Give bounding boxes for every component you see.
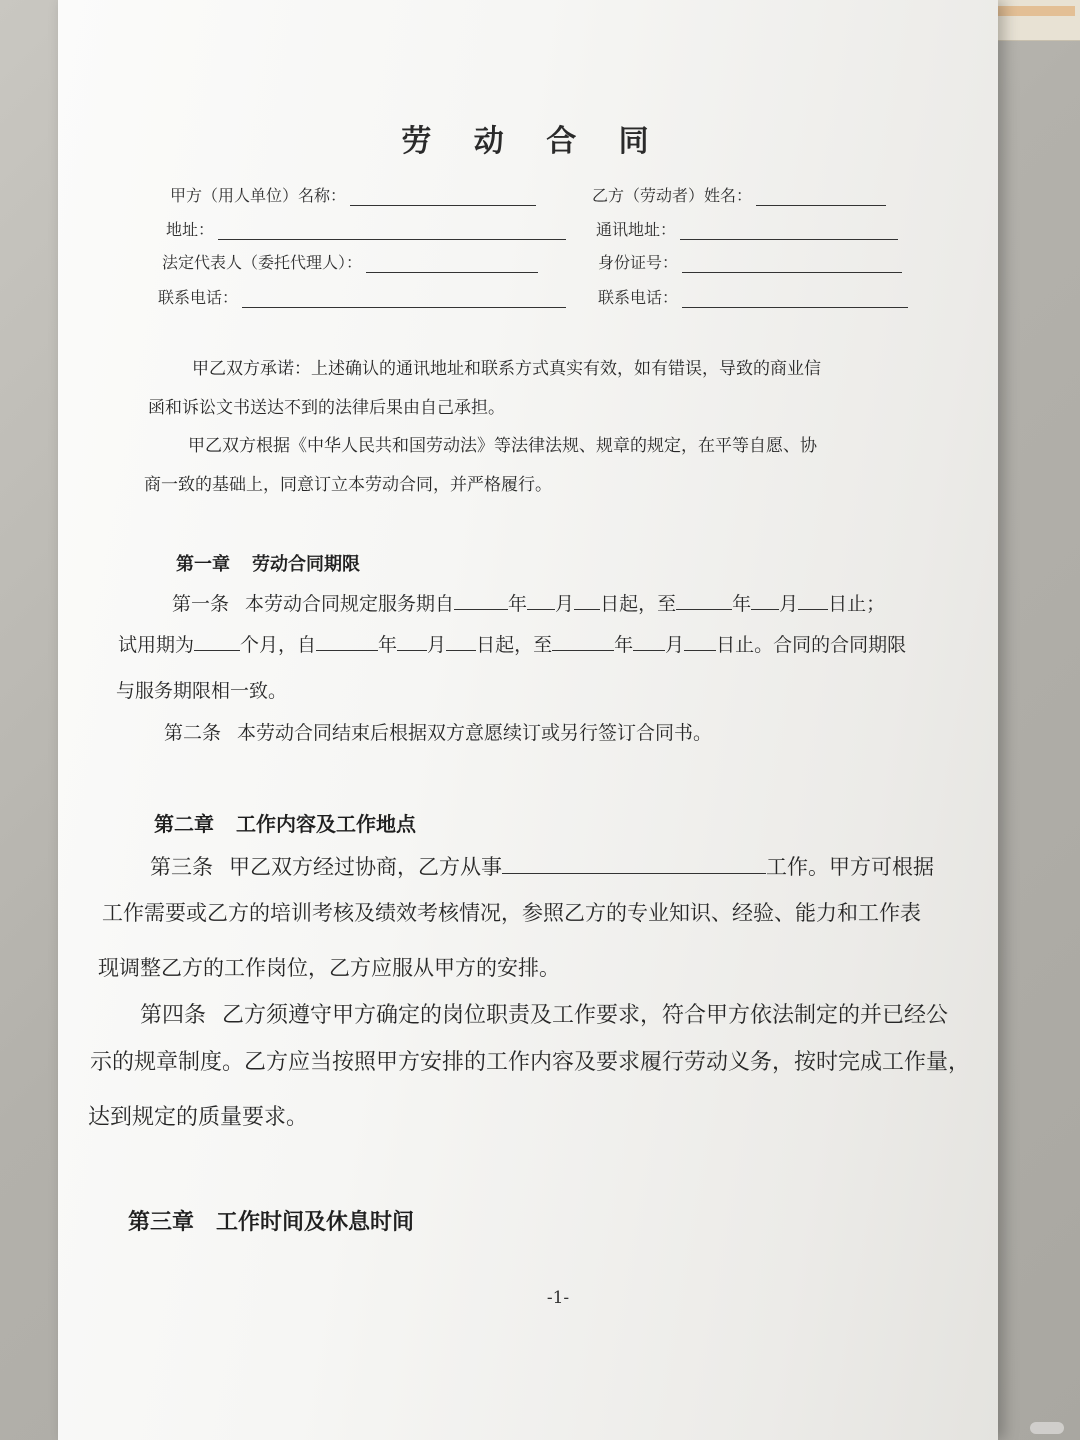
end-day-unit: 日止； xyxy=(828,593,886,615)
end-month-blank[interactable] xyxy=(751,590,779,610)
watermark-badge xyxy=(1030,1422,1064,1434)
chapter-2-heading xyxy=(154,808,416,837)
trial-start-day-unit: 日起，至 xyxy=(476,634,553,656)
trial-end-month-unit: 月 xyxy=(665,634,685,656)
trial-end-year-unit: 年 xyxy=(614,634,634,656)
preamble-p2-line2: 商一致的基础上，同意订立本劳动合同，并严格履行。 xyxy=(144,475,552,495)
party-a-phone-label: 联系电话： xyxy=(158,288,239,307)
trial-text1: 试用期为 xyxy=(118,634,195,656)
chapter-2-number: 第二章 xyxy=(154,812,214,836)
article-4-line2: 示的规章制度。乙方应当按照甲方安排的工作内容及要求履行劳动义务，按时完成工作量， xyxy=(90,1050,971,1075)
article-3-text1: 甲乙双方经过协商，乙方从事 xyxy=(229,855,502,879)
party-b-name-blank[interactable] xyxy=(756,189,886,206)
article-4-text1: 乙方须遵守甲方确定的岗位职责及工作要求，符合甲方依法制定的并已经公 xyxy=(222,1003,949,1028)
chapter-3-number: 第三章 xyxy=(128,1209,195,1235)
article-2-label: 第二条 xyxy=(164,722,222,744)
article-3-line1 xyxy=(150,851,934,881)
party-a-phone-blank[interactable] xyxy=(242,291,566,308)
party-a-address-label: 地址： xyxy=(166,220,215,239)
party-b-address-label: 通讯地址： xyxy=(596,220,677,239)
end-year-unit: 年 xyxy=(732,593,752,615)
party-a-address-field xyxy=(166,217,566,240)
party-a-representative-label: 法定代表人（委托代理人）： xyxy=(162,253,363,272)
article-4-line1 xyxy=(140,998,948,1029)
party-b-address-field xyxy=(596,217,898,240)
end-year-blank[interactable] xyxy=(676,590,732,610)
trial-start-year-unit: 年 xyxy=(378,634,398,656)
contract-page xyxy=(58,0,998,1440)
end-month-unit: 月 xyxy=(779,593,799,615)
start-year-unit: 年 xyxy=(508,593,528,615)
trial-text2: 个月，自 xyxy=(240,634,317,656)
chapter-3-heading xyxy=(128,1205,414,1236)
party-a-address-blank[interactable] xyxy=(218,223,566,240)
party-b-id-field xyxy=(598,250,902,273)
party-a-name-field xyxy=(170,183,536,206)
party-b-phone-field xyxy=(598,285,908,308)
trial-start-day-blank[interactable] xyxy=(446,631,476,651)
preamble-p1-line1: 甲乙双方承诺：上述确认的通讯地址和联系方式真实有效，如有错误，导致的商业信 xyxy=(192,359,821,379)
end-day-blank[interactable] xyxy=(798,590,828,610)
chapter-3-title: 工作时间及休息时间 xyxy=(216,1209,415,1235)
trial-end-day-blank[interactable] xyxy=(684,631,716,651)
party-a-representative-blank[interactable] xyxy=(366,256,538,273)
job-title-blank[interactable] xyxy=(502,852,766,874)
article-1-text1: 本劳动合同规定服务期自 xyxy=(245,593,455,615)
trial-start-month-blank[interactable] xyxy=(397,631,427,651)
trial-start-year-blank[interactable] xyxy=(316,631,378,651)
document-title: 劳 动 合 同 xyxy=(401,124,665,159)
trial-end-year-blank[interactable] xyxy=(552,631,614,651)
article-3-line3: 现调整乙方的工作岗位，乙方应服从甲方的安排。 xyxy=(98,956,560,980)
party-b-id-label: 身份证号： xyxy=(598,253,679,272)
chapter-2-title: 工作内容及工作地点 xyxy=(236,812,416,836)
preamble-p2-line1: 甲乙双方根据《中华人民共和国劳动法》等法律法规、规章的规定，在平等自愿、协 xyxy=(188,436,817,456)
article-2-text: 本劳动合同结束后根据双方意愿续订或另行签订合同书。 xyxy=(237,722,713,744)
article-4-label: 第四条 xyxy=(140,1003,207,1028)
start-day-unit: 日起，至 xyxy=(600,593,677,615)
page-number: -1- xyxy=(546,1288,570,1308)
article-3-line2: 工作需要或乙方的培训考核及绩效考核情况，参照乙方的专业知识、经验、能力和工作表 xyxy=(102,901,921,925)
article-4-line3: 达到规定的质量要求。 xyxy=(88,1105,309,1130)
party-b-name-label: 乙方（劳动者）姓名： xyxy=(592,186,753,205)
article-1-line1 xyxy=(172,589,885,616)
article-1-line2 xyxy=(118,630,906,657)
article-2 xyxy=(164,718,712,745)
underlying-paper-strip xyxy=(985,6,1075,16)
trial-months-blank[interactable] xyxy=(194,631,240,651)
party-a-name-blank[interactable] xyxy=(350,189,536,206)
chapter-1-title: 劳动合同期限 xyxy=(252,554,360,575)
start-day-blank[interactable] xyxy=(574,590,600,610)
start-month-blank[interactable] xyxy=(527,590,555,610)
start-month-unit: 月 xyxy=(555,593,575,615)
party-b-phone-blank[interactable] xyxy=(682,291,908,308)
start-year-blank[interactable] xyxy=(454,590,508,610)
party-b-name-field xyxy=(592,183,886,206)
trial-end-month-blank[interactable] xyxy=(633,631,665,651)
article-3-text2: 工作。甲方可根据 xyxy=(766,855,934,879)
article-3-label: 第三条 xyxy=(150,855,213,879)
preamble-p1-line2: 函和诉讼文书送达不到的法律后果由自己承担。 xyxy=(148,398,505,418)
trial-end-day-unit: 日止。合同的合同期限 xyxy=(716,634,907,656)
party-a-representative-field xyxy=(162,250,538,273)
party-a-name-label: 甲方（用人单位）名称： xyxy=(170,186,347,205)
party-a-phone-field xyxy=(158,285,566,308)
party-b-address-blank[interactable] xyxy=(680,223,898,240)
chapter-1-number: 第一章 xyxy=(176,554,230,575)
article-1-label: 第一条 xyxy=(172,593,230,615)
party-b-phone-label: 联系电话： xyxy=(598,288,679,307)
chapter-1-heading xyxy=(176,550,360,576)
trial-start-month-unit: 月 xyxy=(427,634,447,656)
party-b-id-blank[interactable] xyxy=(682,256,902,273)
article-1-line3: 与服务期限相一致。 xyxy=(116,680,288,702)
